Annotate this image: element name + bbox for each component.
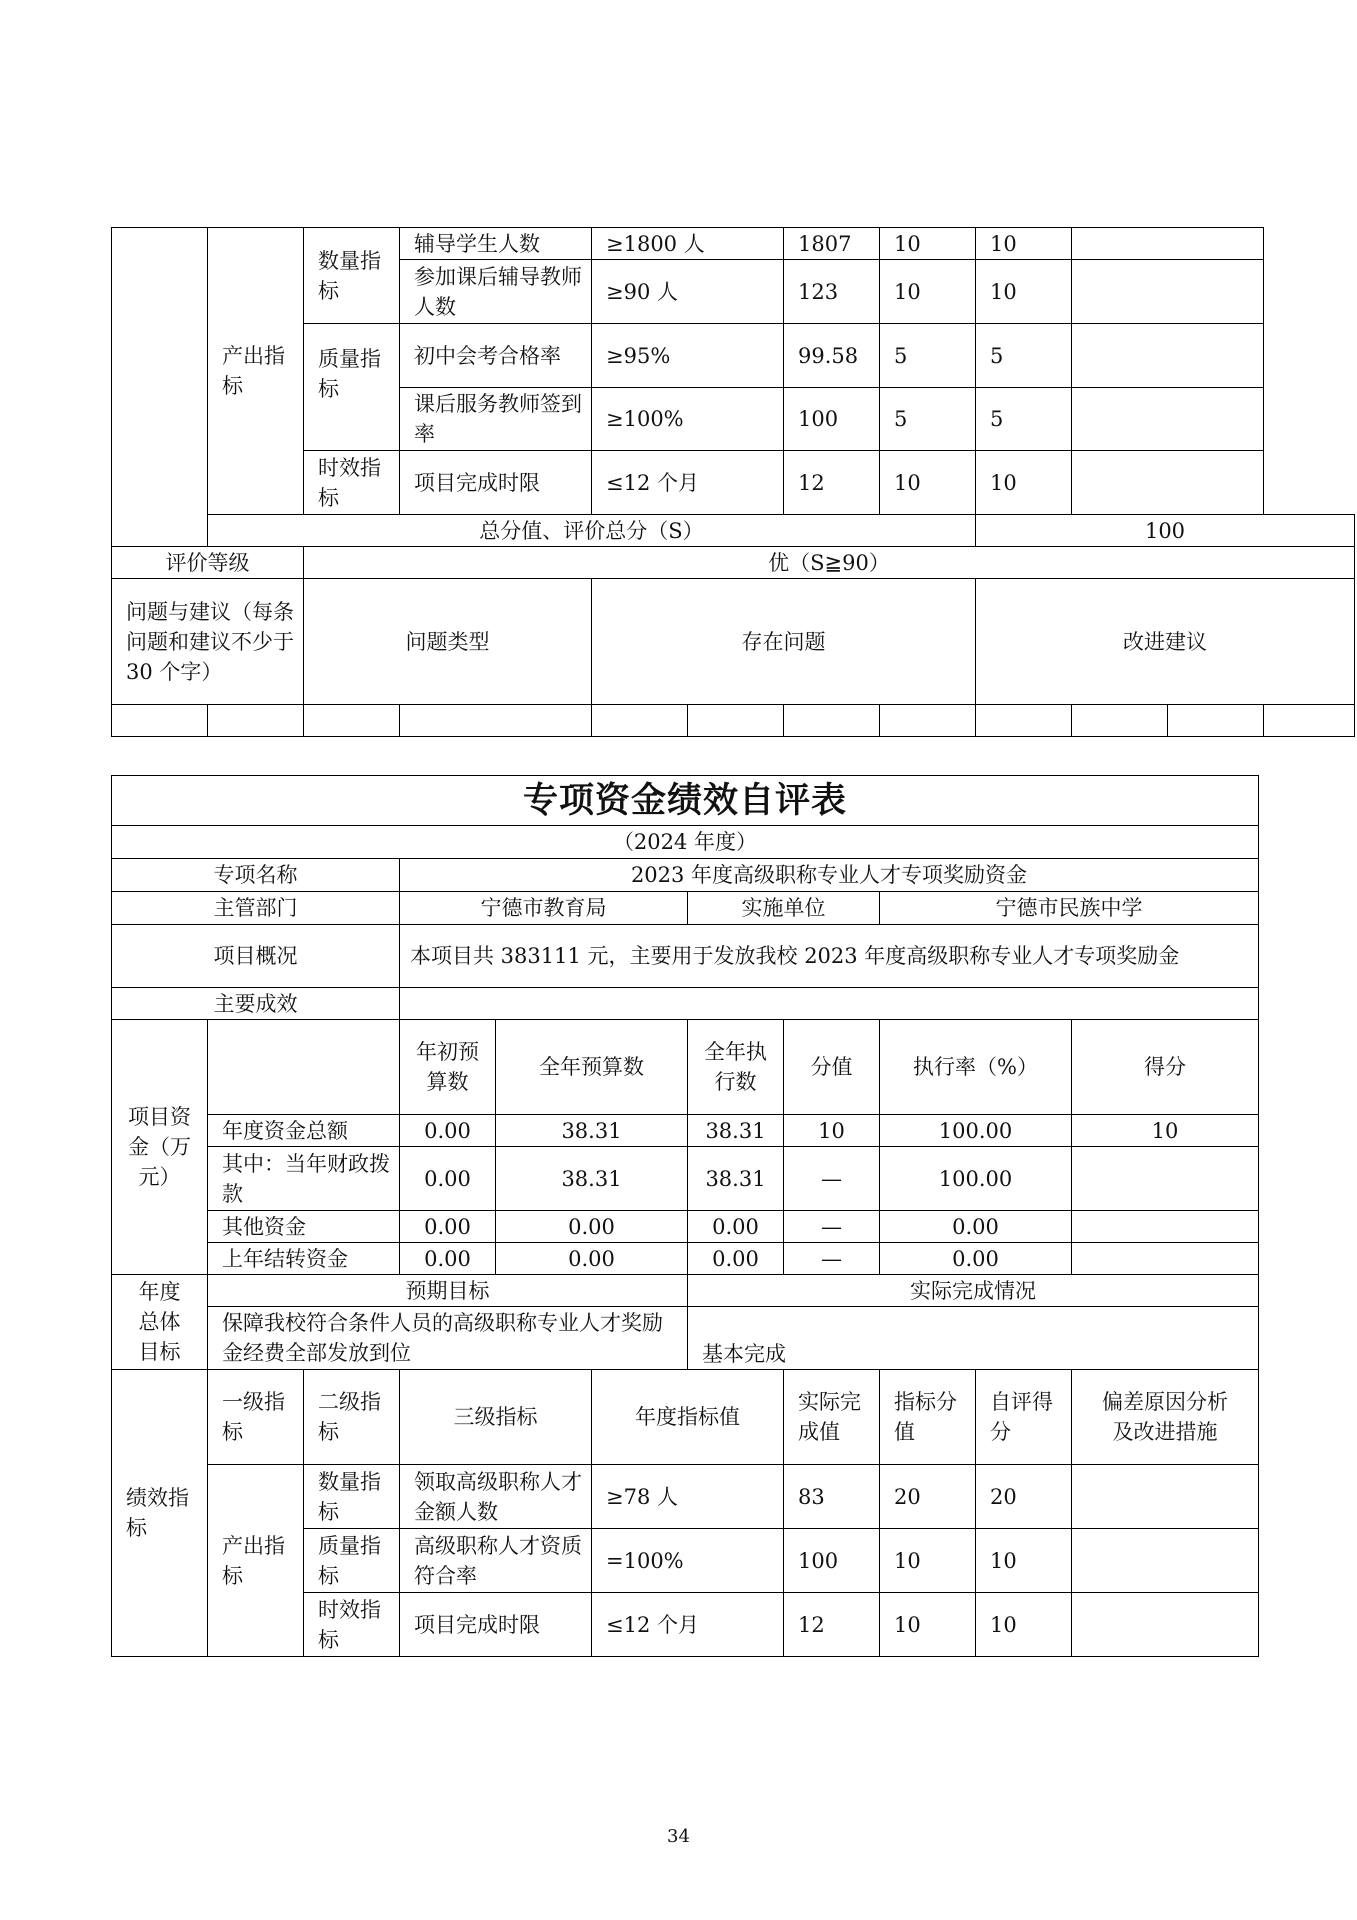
- indicator-note: [1072, 1593, 1259, 1657]
- output-indicator-label: 产出指标: [208, 1465, 304, 1657]
- suggestion-header: 改进建议: [976, 579, 1355, 705]
- indicator-score: 10: [976, 260, 1072, 324]
- dept-value: 宁德市教育局: [400, 892, 688, 925]
- empty-cell: [1264, 705, 1355, 737]
- empty-cell: [784, 705, 880, 737]
- table-continuation: [111, 227, 1355, 737]
- perf-header-first-level: 一级指标: [208, 1370, 304, 1465]
- total-score-value: 100: [976, 515, 1355, 547]
- perf-header-score: 自评得分: [976, 1370, 1072, 1465]
- indicator-note: [1072, 228, 1264, 260]
- perf-label: 绩效指标: [112, 1370, 208, 1657]
- funds-row-executed: 0.00: [688, 1243, 784, 1275]
- indicator-actual: 1807: [784, 228, 880, 260]
- perf-header-actual: 实际完成值: [784, 1370, 880, 1465]
- funds-row-rate: 0.00: [880, 1211, 1072, 1243]
- output-indicator-label: 产出指标: [208, 228, 304, 515]
- overview-label: 项目概况: [112, 925, 400, 988]
- perf-header-analysis: 偏差原因分析及改进措施: [1072, 1370, 1259, 1465]
- indicator-score: 10: [976, 228, 1072, 260]
- empty-cell: [688, 705, 784, 737]
- indicator-weight: 10: [880, 228, 976, 260]
- indicator-weight: 20: [880, 1465, 976, 1529]
- indicator-note: [1072, 388, 1264, 451]
- issue-header: 存在问题: [592, 579, 976, 705]
- indicator-name: 参加课后辅导教师人数: [400, 260, 592, 324]
- funds-header-annual: 全年预算数: [496, 1020, 688, 1115]
- funds-row-annual: 38.31: [496, 1147, 688, 1211]
- indicator-actual: 123: [784, 260, 880, 324]
- funds-header-weight: 分值: [784, 1020, 880, 1115]
- indicator-actual: 99.58: [784, 324, 880, 388]
- funds-header-rate: 执行率（%）: [880, 1020, 1072, 1115]
- expected-goal: 保障我校符合条件人员的高级职称专业人才奖励金经费全部发放到位: [208, 1307, 688, 1370]
- project-name-label: 专项名称: [112, 859, 400, 892]
- indicator-weight: 10: [880, 1593, 976, 1657]
- blank-first-level-cell: [112, 228, 208, 547]
- project-name: 2023 年度高级职称专业人才专项奖励资金: [400, 859, 1259, 892]
- impl-label: 实施单位: [688, 892, 880, 925]
- indicator-note: [1072, 260, 1264, 324]
- indicator-weight: 5: [880, 324, 976, 388]
- indicator-score: 10: [976, 1593, 1072, 1657]
- achievement-value: [400, 988, 1259, 1020]
- empty-cell: [592, 705, 688, 737]
- funds-row-weight: 10: [784, 1115, 880, 1147]
- total-score-label: 总分值、评价总分（S）: [208, 515, 976, 547]
- funds-row-score: 10: [1072, 1115, 1259, 1147]
- indicator-score: 10: [976, 451, 1072, 515]
- empty-cell: [1072, 705, 1168, 737]
- perf-header-weight: 指标分值: [880, 1370, 976, 1465]
- indicator-score: 5: [976, 388, 1072, 451]
- funds-label: 项目资金（万元）: [112, 1020, 208, 1275]
- funds-header-blank: [208, 1020, 400, 1115]
- indicator-note: [1072, 324, 1264, 388]
- issue-type-header: 问题类型: [304, 579, 592, 705]
- empty-cell: [208, 705, 304, 737]
- indicator-actual: 100: [784, 1529, 880, 1593]
- funds-row-score: [1072, 1147, 1259, 1211]
- quality-indicator-label: 质量指标: [304, 1529, 400, 1593]
- funds-row-rate: 0.00: [880, 1243, 1072, 1275]
- quality-indicator-label: 质量指标: [304, 324, 400, 451]
- funds-row-annual: 0.00: [496, 1243, 688, 1275]
- empty-cell: [112, 705, 208, 737]
- indicator-target: ≤12 个月: [592, 1593, 784, 1657]
- page-title: 专项资金绩效自评表: [112, 776, 1259, 826]
- report-year: （2024 年度）: [112, 826, 1259, 859]
- funds-row-annual: 38.31: [496, 1115, 688, 1147]
- perf-header-third-level: 三级指标: [400, 1370, 592, 1465]
- impl-value: 宁德市民族中学: [880, 892, 1259, 925]
- indicator-weight: 10: [880, 451, 976, 515]
- indicator-target: ≥100%: [592, 388, 784, 451]
- funds-row-name: 其中：当年财政拨款: [208, 1147, 400, 1211]
- indicator-name: 高级职称人才资质符合率: [400, 1529, 592, 1593]
- achievement-label: 主要成效: [112, 988, 400, 1020]
- grade-value: 优（S≧90）: [304, 547, 1355, 579]
- actual-completion: 基本完成: [688, 1307, 1259, 1370]
- indicator-note: [1072, 1465, 1259, 1529]
- funds-row-weight: —: [784, 1211, 880, 1243]
- funds-row-initial: 0.00: [400, 1147, 496, 1211]
- funds-row-initial: 0.00: [400, 1243, 496, 1275]
- empty-cell: [880, 705, 976, 737]
- funds-header-score: 得分: [1072, 1020, 1259, 1115]
- indicator-weight: 10: [880, 1529, 976, 1593]
- grade-label: 评价等级: [112, 547, 304, 579]
- indicator-score: 10: [976, 1529, 1072, 1593]
- page-number: 34: [667, 1826, 690, 1847]
- funds-row-score: [1072, 1211, 1259, 1243]
- indicator-name: 辅导学生人数: [400, 228, 592, 260]
- funds-row-initial: 0.00: [400, 1115, 496, 1147]
- timeliness-indicator-label: 时效指标: [304, 451, 400, 515]
- goal-label: 年度总体目标: [112, 1275, 208, 1370]
- funds-row-initial: 0.00: [400, 1211, 496, 1243]
- indicator-name: 领取高级职称人才金额人数: [400, 1465, 592, 1529]
- funds-row-weight: —: [784, 1243, 880, 1275]
- empty-cell: [1168, 705, 1264, 737]
- indicator-target: ≤12 个月: [592, 451, 784, 515]
- indicator-weight: 5: [880, 388, 976, 451]
- indicator-name: 项目完成时限: [400, 1593, 592, 1657]
- perf-header-target: 年度指标值: [592, 1370, 784, 1465]
- funds-row-executed: 38.31: [688, 1147, 784, 1211]
- indicator-note: [1072, 1529, 1259, 1593]
- special-fund-self-evaluation-table: [111, 775, 1259, 1657]
- indicator-actual: 100: [784, 388, 880, 451]
- indicator-actual: 12: [784, 451, 880, 515]
- issues-label: 问题与建议（每条问题和建议不少于 30 个字）: [112, 579, 304, 705]
- empty-cell: [400, 705, 592, 737]
- expected-goal-header: 预期目标: [208, 1275, 688, 1307]
- indicator-actual: 83: [784, 1465, 880, 1529]
- indicator-target: ≥1800 人: [592, 228, 784, 260]
- perf-header-second-level: 二级指标: [304, 1370, 400, 1465]
- indicator-score: 5: [976, 324, 1072, 388]
- indicator-name: 初中会考合格率: [400, 324, 592, 388]
- indicator-name: 课后服务教师签到率: [400, 388, 592, 451]
- timeliness-indicator-label: 时效指标: [304, 1593, 400, 1657]
- funds-header-executed: 全年执行数: [688, 1020, 784, 1115]
- funds-row-name: 年度资金总额: [208, 1115, 400, 1147]
- funds-row-rate: 100.00: [880, 1147, 1072, 1211]
- indicator-score: 20: [976, 1465, 1072, 1529]
- indicator-target: ≥95%: [592, 324, 784, 388]
- funds-row-weight: —: [784, 1147, 880, 1211]
- funds-row-name: 其他资金: [208, 1211, 400, 1243]
- dept-label: 主管部门: [112, 892, 400, 925]
- quantity-indicator-label: 数量指标: [304, 228, 400, 324]
- funds-row-rate: 100.00: [880, 1115, 1072, 1147]
- empty-cell: [304, 705, 400, 737]
- indicator-target: ≥90 人: [592, 260, 784, 324]
- indicator-target: =100%: [592, 1529, 784, 1593]
- indicator-actual: 12: [784, 1593, 880, 1657]
- actual-completion-header: 实际完成情况: [688, 1275, 1259, 1307]
- funds-row-score: [1072, 1243, 1259, 1275]
- quantity-indicator-label: 数量指标: [304, 1465, 400, 1529]
- indicator-target: ≥78 人: [592, 1465, 784, 1529]
- funds-header-initial: 年初预算数: [400, 1020, 496, 1115]
- indicator-note: [1072, 451, 1264, 515]
- empty-cell: [976, 705, 1072, 737]
- indicator-name: 项目完成时限: [400, 451, 592, 515]
- indicator-weight: 10: [880, 260, 976, 324]
- funds-row-name: 上年结转资金: [208, 1243, 400, 1275]
- funds-row-executed: 38.31: [688, 1115, 784, 1147]
- funds-row-executed: 0.00: [688, 1211, 784, 1243]
- funds-row-annual: 0.00: [496, 1211, 688, 1243]
- overview-value: 本项目共 383111 元，主要用于发放我校 2023 年度高级职称专业人才专项奖励金: [400, 925, 1259, 988]
